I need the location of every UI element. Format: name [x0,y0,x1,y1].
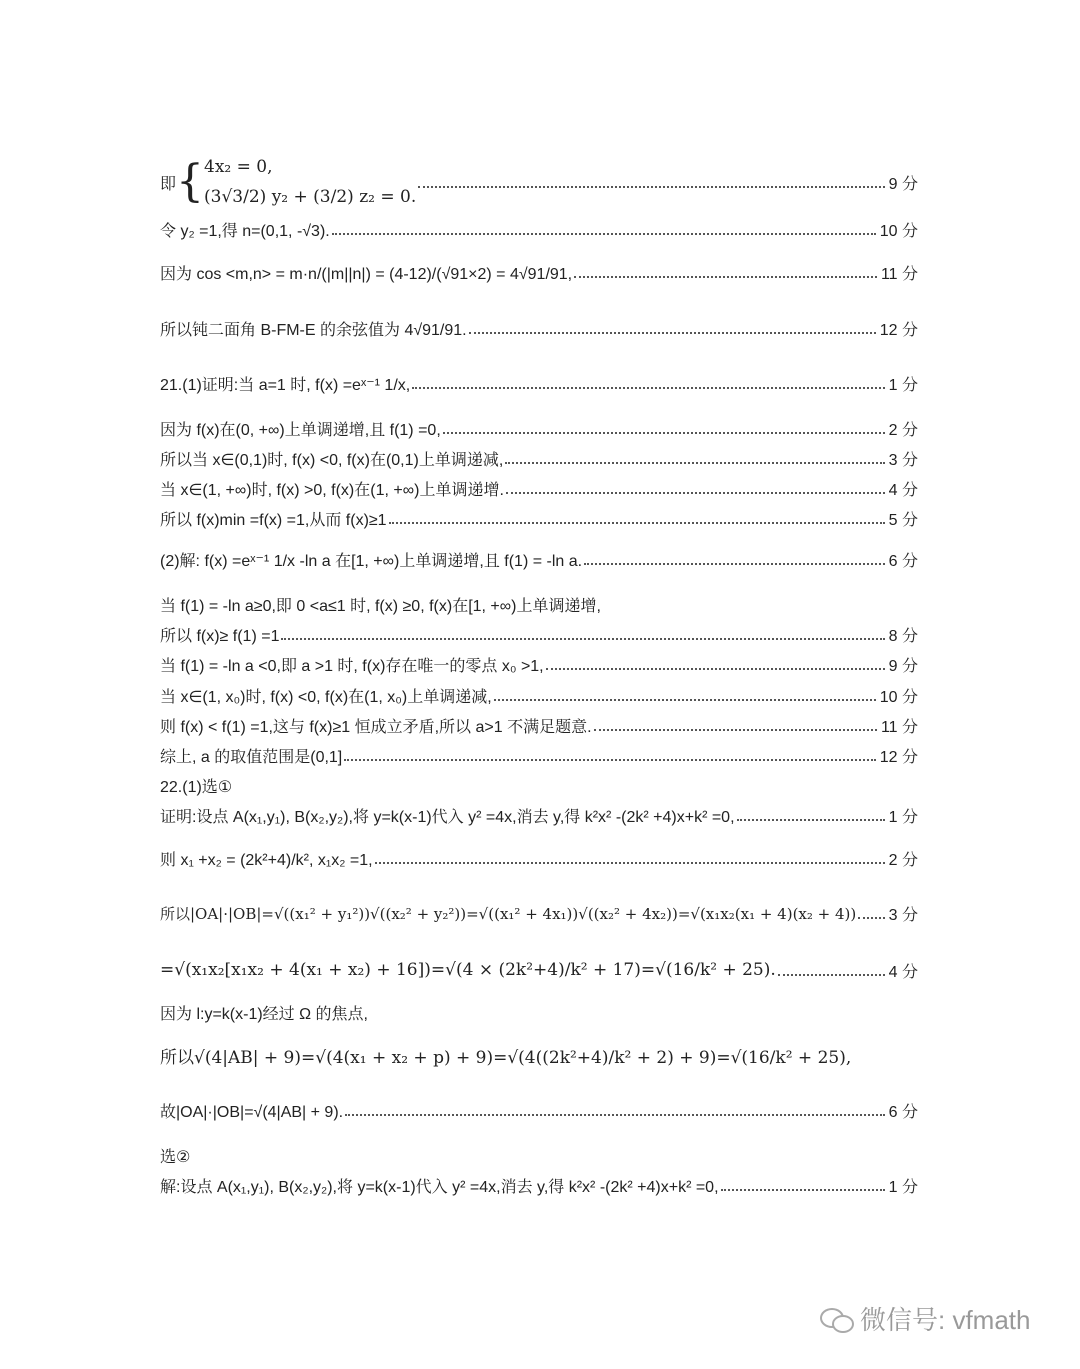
watermark [820,1300,1030,1337]
score-label: 1 分 [888,376,918,394]
answer-line [160,621,918,647]
answer-line [160,802,918,828]
score-label: 2 分 [888,851,918,869]
answer-line [160,682,918,708]
leader-dots [412,370,884,396]
line-text: 选② [160,1148,191,1166]
leader-dots [389,505,885,531]
line-text: 当 f(1) = -ln a <0,即 a >1 时, f(x)存在唯一的零点 x₀ >1, [160,657,544,675]
answer-line [160,370,918,396]
leader-dots [546,651,885,677]
answer-line [160,475,918,501]
score-label: 9 分 [888,175,918,193]
score-label: 11 分 [880,718,918,736]
leader-dots [778,957,885,983]
answer-line [160,157,918,207]
leader-dots [418,169,884,195]
score-label: 10 分 [879,688,918,706]
line-text: 所以当 x∈(0,1)时, f(x) <0, f(x)在(0,1)上单调递减, [160,451,504,469]
answer-line [160,742,918,768]
line-text: 因为 cos <m,n> = m·n/(|m||n|) = (4-12)/(√91×2) = 4√91/91, [160,265,573,283]
answer-line [160,505,918,531]
line-text: 所以 f(x)min =f(x) =1,从而 f(x)≥1 [160,511,387,529]
score-label: 11 分 [880,265,918,283]
leader-dots [375,845,885,871]
answer-line [160,315,918,341]
score-label: 3 分 [888,906,918,924]
score-label: 10 分 [879,222,918,240]
score-label: 1 分 [888,808,918,826]
line-text: 当 x∈(1, +∞)时, f(x) >0, f(x)在(1, +∞)上单调递增. [160,481,504,499]
leader-dots [469,315,876,341]
answer-line [160,591,918,617]
watermark-text: 微信号: vfmath [860,1305,1031,1335]
score-label: 8 分 [888,627,918,645]
score-label: 2 分 [888,421,918,439]
score-label: 5 分 [888,511,918,529]
score-label: 4 分 [888,963,918,981]
answer-line [160,445,918,471]
line-text: 21.(1)证明:当 a=1 时, f(x) =eˣ⁻¹ 1/x, [160,376,411,394]
answer-line [160,900,918,926]
leader-dots [505,445,884,471]
line-text: 综上, a 的取值范围是(0,1] [160,748,343,766]
leader-dots [345,1097,885,1123]
answer-line [160,712,918,738]
line-text: 因为 l:y=k(x-1)经过 Ω 的焦点, [160,1005,368,1023]
section-heading [160,1142,918,1168]
line-text: 当 f(1) = -ln a≥0,即 0 <a≤1 时, f(x) ≥0, f(x)在[1, +∞)上单调递增, [160,597,601,615]
line-text: 解:设点 A(x₁,y₁), B(x₂,y₂),将 y=k(x-1)代入 y² =4x,消去 y,得 k²x² -(2k² +4)x+k² =0, [160,1178,719,1196]
answer-line [160,1172,918,1198]
line-text: 所以钝二面角 B-FM-E 的余弦值为 4√91/91. [160,321,467,339]
score-label: 6 分 [888,1103,918,1121]
answer-line [160,1097,918,1123]
leader-dots [584,546,885,572]
brace-symbol: { [176,156,205,207]
line-text: 所以√(4|AB| + 9)=√(4(x₁ + x₂ + p) + 9)=√(4((2k²+4)/k² + 2) + 9)=√(16/k² + 25), [160,1047,852,1068]
leader-dots [443,415,885,441]
line-text: 当 x∈(1, x₀)时, f(x) <0, f(x)在(1, x₀)上单调递减, [160,688,492,706]
score-label: 12 分 [879,321,918,339]
leader-dots [494,682,876,708]
line-text: 因为 f(x)在(0, +∞)上单调递增,且 f(1) =0, [160,421,441,439]
leader-dots [574,259,877,285]
line-text: 所以|OA|·|OB|=√((x₁² + y₁²))√((x₂² + y₂²))=√((x₁² + 4x₁))√((x₂² + 4x₂))=√(x₁x₂(x₁ + 4)(x₂ + 4)) [160,904,857,923]
score-label: 6 分 [888,552,918,570]
line-text: =√(x₁x₂[x₁x₂ + 4(x₁ + x₂) + 16])=√(4 × (2k²+4)/k² + 17)=√(16/k² + 25). [160,960,776,980]
equation-system [204,152,416,212]
line-text: 则 f(x) < f(1) =1,这与 f(x)≥1 恒成立矛盾,所以 a>1 不满足题意. [160,718,592,736]
line-text: (2)解: f(x) =eˣ⁻¹ 1/x -ln a 在[1, +∞)上单调递增,且 f(1) = -ln a. [160,552,583,570]
line-text: 22.(1)选① [160,778,233,796]
answer-line [160,216,918,242]
leader-dots [594,712,877,738]
answer-line [160,999,918,1025]
line-text: 令 y₂ =1,得 n=(0,1, -√3). [160,222,330,240]
line-text: 所以 f(x)≥ f(1) =1 [160,627,280,645]
leader-dots [721,1172,885,1198]
answer-line [160,1042,918,1068]
equation-row: 4x₂ = 0, [204,157,273,177]
leader-dots [858,900,884,926]
line-text: 证明:设点 A(x₁,y₁), B(x₂,y₂),将 y=k(x-1)代入 y² =4x,消去 y,得 k²x² -(2k² +4)x+k² =0, [160,808,735,826]
answer-line [160,957,918,983]
answer-line [160,651,918,677]
leader-dots [344,742,875,768]
leader-dots [506,475,885,501]
wechat-icon [820,1306,854,1332]
line-text: 则 x₁ +x₂ = (2k²+4)/k², x₁x₂ =1, [160,851,373,869]
score-label: 12 分 [879,748,918,766]
score-label: 1 分 [888,1178,918,1196]
score-label: 4 分 [888,481,918,499]
line-prefix: 即 [160,175,177,193]
answer-line [160,546,918,572]
score-label: 3 分 [888,451,918,469]
section-heading [160,772,918,798]
leader-dots [737,802,885,828]
equation-row: (3√3/2) y₂ + (3/2) z₂ = 0. [204,187,417,207]
line-text: 故|OA|·|OB|=√(4|AB| + 9). [160,1103,344,1121]
leader-dots [281,621,884,647]
answer-line [160,845,918,871]
answer-line [160,259,918,285]
answer-line [160,415,918,441]
leader-dots [332,216,876,242]
score-label: 9 分 [888,657,918,675]
